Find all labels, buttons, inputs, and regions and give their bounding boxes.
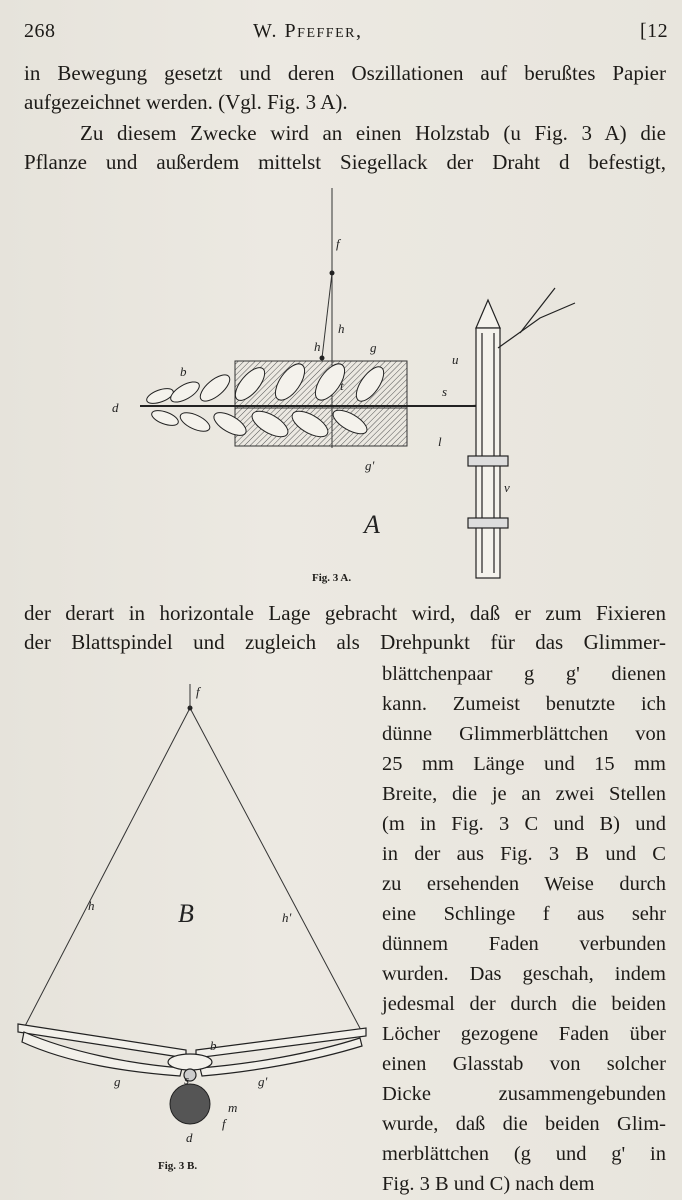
label-g: g xyxy=(114,1074,121,1089)
column-line: (m in Fig. 3 C und B) und xyxy=(382,813,666,835)
mica-plates xyxy=(18,1024,366,1081)
column-line: wurde, daß die beiden Glim- xyxy=(382,1113,666,1135)
figure-letter-b: B xyxy=(178,899,194,928)
section-mark: [12 xyxy=(640,20,669,42)
column-line: Dicke zusammengebunden xyxy=(382,1083,666,1105)
column-line: jedesmal der durch die beiden xyxy=(382,993,666,1015)
label-u: u xyxy=(452,352,459,367)
label-h: h xyxy=(338,321,345,336)
wooden-stick xyxy=(468,288,575,578)
label-f2: f xyxy=(222,1116,226,1131)
label-l: l xyxy=(438,434,442,449)
figure-3a xyxy=(100,188,600,588)
text-line: Zu diesem Zwecke wird an einen Holzstab (u Fig. 3 A) die xyxy=(80,121,666,145)
label-g: g xyxy=(370,340,377,355)
text-line: aufgezeichnet werden. (Vgl. Fig. 3 A). xyxy=(24,90,348,114)
column-line: merblättchen (g und g' in xyxy=(382,1143,666,1165)
column-line: wurden. Das geschah, indem xyxy=(382,963,666,985)
label-g-prime: g' xyxy=(258,1074,268,1089)
page-number: 268 xyxy=(24,20,56,42)
figure-3a-caption: Fig. 3 A. xyxy=(312,572,352,584)
text-line: der derart in horizontale Lage gebracht wird, daß er zum Fixieren xyxy=(24,601,666,625)
label-m: m xyxy=(228,1100,238,1115)
column-line: in der aus Fig. 3 B und C xyxy=(382,843,666,865)
label-d: d xyxy=(112,400,119,415)
label-b: b xyxy=(210,1038,217,1053)
column-line: dünnem Faden verbunden xyxy=(382,933,666,955)
text-line: der Blattspindel und zugleich als Drehpunkt für das Glimmer- xyxy=(24,630,666,654)
figure-3b-caption: Fig. 3 B. xyxy=(158,1160,198,1172)
column-line: Löcher gezogene Faden über xyxy=(382,1023,666,1045)
running-head: W. Pfeffer, xyxy=(253,20,363,42)
label-s: s xyxy=(184,1072,190,1087)
text-line: in Bewegung gesetzt und deren Oszillationen auf berußtes Papier xyxy=(24,61,666,85)
figure-3b xyxy=(10,672,372,1152)
column-line: 25 mm Länge und 15 mm xyxy=(382,753,666,775)
column-line: einen Glasstab von solcher xyxy=(382,1053,666,1075)
label-f: f xyxy=(336,236,340,251)
label-h-prime: h' xyxy=(282,910,292,925)
column-line: zu ersehenden Weise durch xyxy=(382,873,666,895)
glass-rod-section xyxy=(170,1084,210,1124)
label-b: b xyxy=(180,364,187,379)
label-f: f xyxy=(196,684,200,699)
label-d: d xyxy=(186,1130,193,1145)
label-t: t xyxy=(340,378,344,393)
label-v: v xyxy=(504,480,510,495)
column-line: Fig. 3 B und C) nach dem xyxy=(382,1173,595,1195)
column-line: dünne Glimmerblättchen von xyxy=(382,723,666,745)
label-h: h xyxy=(88,898,95,913)
column-line: kann. Zumeist benutzte ich xyxy=(382,693,666,715)
column-line: blättchenpaar g g' dienen xyxy=(382,663,666,685)
column-line: Breite, die je an zwei Stellen xyxy=(382,783,666,805)
label-h2: h xyxy=(314,339,321,354)
label-s: s xyxy=(442,384,448,399)
label-g-prime: g' xyxy=(365,458,375,473)
figure-letter-a: A xyxy=(364,510,380,539)
column-line: eine Schlinge f aus sehr xyxy=(382,903,666,925)
text-line: Pflanze und außerdem mittelst Siegellack der Draht d befestigt, xyxy=(24,150,666,174)
